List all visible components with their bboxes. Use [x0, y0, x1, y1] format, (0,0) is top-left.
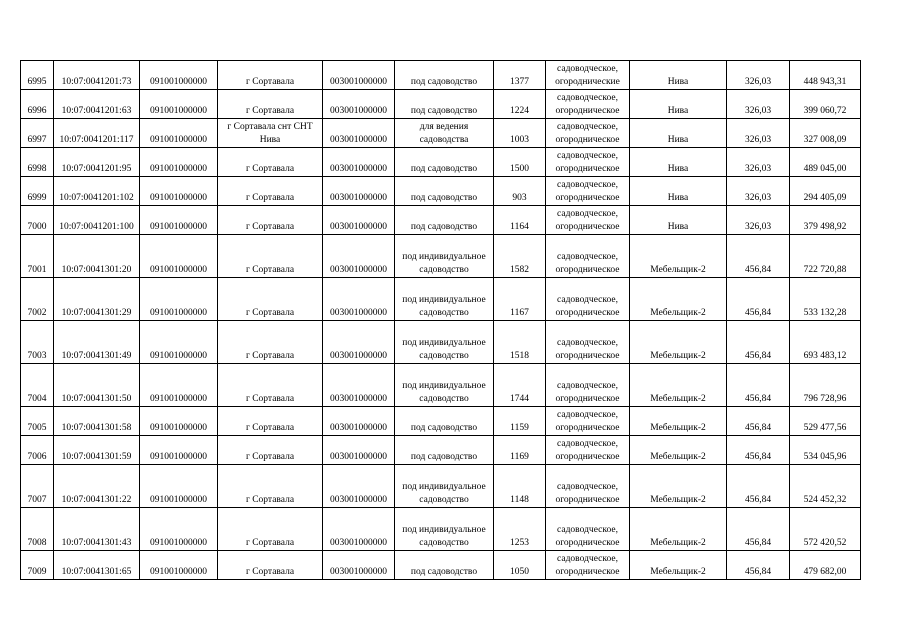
category-line: садоводческое,	[557, 554, 618, 564]
permitted-use-cell	[395, 235, 494, 278]
table-row	[21, 436, 861, 465]
address-cell	[218, 90, 323, 119]
partnership-name-cell: Мебельщик-2	[630, 278, 727, 321]
oktmo-cell: 091001000000	[140, 148, 218, 177]
category-line: огородническое	[555, 452, 620, 462]
address-cell	[218, 465, 323, 508]
cadastral-value-cell: 479 682,00	[790, 551, 861, 580]
cadastral-value-cell: 533 132,28	[790, 278, 861, 321]
category-cell	[546, 321, 630, 364]
table-row	[21, 90, 861, 119]
zone-code-cell: 003001000000	[323, 465, 395, 508]
permitted-use-line: садоводство	[419, 265, 469, 275]
permitted-use-line: под индивидуальное	[402, 295, 486, 305]
table-row	[21, 321, 861, 364]
permitted-use-line: под индивидуальное	[402, 381, 486, 391]
specific-value-cell: 456,84	[727, 551, 790, 580]
permitted-use-cell	[395, 148, 494, 177]
oktmo-cell: 091001000000	[140, 364, 218, 407]
permitted-use-line: для ведения	[419, 122, 469, 132]
address-line: г Сортавала	[245, 193, 295, 203]
zone-code-cell: 003001000000	[323, 508, 395, 551]
address-cell	[218, 436, 323, 465]
cadastral-number-cell: 10:07:0041201:73	[54, 61, 140, 90]
address-line: г Сортавала	[245, 351, 295, 361]
specific-value-cell: 456,84	[727, 465, 790, 508]
category-line: огородническое	[555, 265, 620, 275]
cadastral-number-cell: 10:07:0041301:58	[54, 407, 140, 436]
permitted-use-line: садоводство	[419, 495, 469, 505]
category-cell	[546, 206, 630, 235]
category-line: огородническое	[555, 222, 620, 232]
zone-code-cell: 003001000000	[323, 278, 395, 321]
cadastral-value-cell: 524 452,32	[790, 465, 861, 508]
zone-code-cell: 003001000000	[323, 321, 395, 364]
partnership-name-cell: Нива	[630, 90, 727, 119]
row-number-cell: 7001	[21, 235, 54, 278]
table-row	[21, 119, 861, 148]
address-cell	[218, 508, 323, 551]
category-cell	[546, 61, 630, 90]
category-line: садоводческое,	[557, 93, 618, 103]
area-cell: 1159	[494, 407, 546, 436]
row-number-cell: 7006	[21, 436, 54, 465]
row-number-cell: 6996	[21, 90, 54, 119]
permitted-use-cell	[395, 90, 494, 119]
cadastral-number-cell: 10:07:0041301:59	[54, 436, 140, 465]
specific-value-cell: 456,84	[727, 508, 790, 551]
zone-code-cell: 003001000000	[323, 177, 395, 206]
address-line: г Сортавала	[245, 164, 295, 174]
category-line: огородническое	[555, 106, 620, 116]
area-cell: 1582	[494, 235, 546, 278]
oktmo-cell: 091001000000	[140, 177, 218, 206]
cadastral-value-cell: 572 420,52	[790, 508, 861, 551]
partnership-name-cell: Нива	[630, 61, 727, 90]
category-cell	[546, 465, 630, 508]
category-cell	[546, 278, 630, 321]
oktmo-cell: 091001000000	[140, 465, 218, 508]
table-row	[21, 235, 861, 278]
table-row	[21, 364, 861, 407]
area-cell: 1167	[494, 278, 546, 321]
address-line: г Сортавала	[245, 394, 295, 404]
category-line: огородническое	[555, 495, 620, 505]
row-number-cell: 7002	[21, 278, 54, 321]
zone-code-cell: 003001000000	[323, 364, 395, 407]
category-cell	[546, 436, 630, 465]
permitted-use-line: под садоводство	[410, 193, 478, 203]
partnership-name-cell: Мебельщик-2	[630, 364, 727, 407]
category-line: садоводческое,	[557, 525, 618, 535]
cadastral-number-cell: 10:07:0041201:100	[54, 206, 140, 235]
address-line: г Сортавала	[245, 423, 295, 433]
zone-code-cell: 003001000000	[323, 61, 395, 90]
area-cell: 1164	[494, 206, 546, 235]
area-cell: 1003	[494, 119, 546, 148]
row-number-cell: 6998	[21, 148, 54, 177]
cadastral-number-cell: 10:07:0041301:50	[54, 364, 140, 407]
cadastral-value-cell: 722 720,88	[790, 235, 861, 278]
oktmo-cell: 091001000000	[140, 508, 218, 551]
table-row	[21, 508, 861, 551]
cadastral-number-cell: 10:07:0041201:95	[54, 148, 140, 177]
address-cell	[218, 177, 323, 206]
row-number-cell: 7009	[21, 551, 54, 580]
table-row	[21, 206, 861, 235]
permitted-use-cell	[395, 206, 494, 235]
area-cell: 1253	[494, 508, 546, 551]
cadastral-number-cell: 10:07:0041301:65	[54, 551, 140, 580]
cadastral-number-cell: 10:07:0041301:49	[54, 321, 140, 364]
partnership-name-cell: Нива	[630, 119, 727, 148]
cadastral-value-cell: 448 943,31	[790, 61, 861, 90]
permitted-use-line: садоводство	[419, 538, 469, 548]
permitted-use-cell	[395, 551, 494, 580]
permitted-use-cell	[395, 364, 494, 407]
permitted-use-line: под садоводство	[410, 77, 478, 87]
address-line: г Сортавала	[245, 452, 295, 462]
cadastral-number-cell: 10:07:0041201:102	[54, 177, 140, 206]
partnership-name-cell: Мебельщик-2	[630, 436, 727, 465]
partnership-name-cell: Мебельщик-2	[630, 465, 727, 508]
address-cell	[218, 61, 323, 90]
specific-value-cell: 456,84	[727, 436, 790, 465]
address-line: г Сортавала	[245, 222, 295, 232]
permitted-use-line: садоводство	[419, 308, 469, 318]
address-line: г Сортавала	[245, 106, 295, 116]
partnership-name-cell: Нива	[630, 148, 727, 177]
area-cell: 1500	[494, 148, 546, 177]
category-line: садоводческое,	[557, 252, 618, 262]
area-cell: 1744	[494, 364, 546, 407]
specific-value-cell: 456,84	[727, 407, 790, 436]
category-line: садоводческое,	[557, 180, 618, 190]
cadastral-value-cell: 796 728,96	[790, 364, 861, 407]
category-line: огородническое	[555, 135, 620, 145]
cadastral-value-cell: 529 477,56	[790, 407, 861, 436]
category-cell	[546, 235, 630, 278]
oktmo-cell: 091001000000	[140, 436, 218, 465]
zone-code-cell: 003001000000	[323, 407, 395, 436]
address-line: г Сортавала	[245, 308, 295, 318]
category-line: огородническое	[555, 193, 620, 203]
row-number-cell: 7005	[21, 407, 54, 436]
permitted-use-cell	[395, 407, 494, 436]
address-line: г Сортавала	[245, 77, 295, 87]
permitted-use-cell	[395, 278, 494, 321]
cadastral-value-cell: 693 483,12	[790, 321, 861, 364]
category-line: огороднические	[555, 77, 620, 87]
table-row	[21, 551, 861, 580]
partnership-name-cell: Мебельщик-2	[630, 321, 727, 364]
row-number-cell: 6999	[21, 177, 54, 206]
cadastral-number-cell: 10:07:0041301:29	[54, 278, 140, 321]
permitted-use-line: садоводство	[419, 351, 469, 361]
permitted-use-line: под индивидуальное	[402, 525, 486, 535]
table-row	[21, 278, 861, 321]
category-cell	[546, 119, 630, 148]
permitted-use-cell	[395, 177, 494, 206]
specific-value-cell: 326,03	[727, 119, 790, 148]
address-line: г Сортавала	[245, 265, 295, 275]
category-cell	[546, 508, 630, 551]
specific-value-cell: 456,84	[727, 278, 790, 321]
row-number-cell: 6997	[21, 119, 54, 148]
area-cell: 1377	[494, 61, 546, 90]
specific-value-cell: 326,03	[727, 177, 790, 206]
address-cell	[218, 148, 323, 177]
cadastral-value-cell: 327 008,09	[790, 119, 861, 148]
oktmo-cell: 091001000000	[140, 90, 218, 119]
cadastral-value-cell: 489 045,00	[790, 148, 861, 177]
area-cell: 1050	[494, 551, 546, 580]
address-cell	[218, 364, 323, 407]
specific-value-cell: 456,84	[727, 321, 790, 364]
oktmo-cell: 091001000000	[140, 321, 218, 364]
partnership-name-cell: Мебельщик-2	[630, 508, 727, 551]
address-cell	[218, 321, 323, 364]
category-line: огородническое	[555, 351, 620, 361]
permitted-use-line: под садоводство	[410, 164, 478, 174]
table-row	[21, 407, 861, 436]
address-cell	[218, 119, 323, 148]
row-number-cell: 7007	[21, 465, 54, 508]
category-line: садоводческое,	[557, 482, 618, 492]
specific-value-cell: 326,03	[727, 206, 790, 235]
address-cell	[218, 278, 323, 321]
permitted-use-line: садоводство	[419, 394, 469, 404]
category-cell	[546, 551, 630, 580]
table-body	[21, 61, 861, 580]
category-line: огородническое	[555, 308, 620, 318]
permitted-use-cell	[395, 119, 494, 148]
category-line: садоводческое,	[557, 439, 618, 449]
category-line: садоводческое,	[557, 381, 618, 391]
area-cell: 1518	[494, 321, 546, 364]
category-line: огородническое	[555, 567, 620, 577]
permitted-use-line: под садоводство	[410, 423, 478, 433]
category-cell	[546, 177, 630, 206]
table-row	[21, 148, 861, 177]
category-line: садоводческое,	[557, 122, 618, 132]
category-line: садоводческое,	[557, 338, 618, 348]
land-registry-table	[20, 60, 861, 580]
cadastral-value-cell: 399 060,72	[790, 90, 861, 119]
partnership-name-cell: Мебельщик-2	[630, 551, 727, 580]
zone-code-cell: 003001000000	[323, 148, 395, 177]
specific-value-cell: 326,03	[727, 148, 790, 177]
address-cell	[218, 206, 323, 235]
cadastral-number-cell: 10:07:0041301:20	[54, 235, 140, 278]
address-cell	[218, 407, 323, 436]
row-number-cell: 7000	[21, 206, 54, 235]
permitted-use-line: под садоводство	[410, 567, 478, 577]
address-line: г Сортавала	[245, 538, 295, 548]
category-line: садоводческое,	[557, 295, 618, 305]
permitted-use-cell	[395, 321, 494, 364]
permitted-use-line: под садоводство	[410, 222, 478, 232]
category-line: садоводческое,	[557, 410, 618, 420]
partnership-name-cell: Мебельщик-2	[630, 235, 727, 278]
area-cell: 1169	[494, 436, 546, 465]
partnership-name-cell: Нива	[630, 177, 727, 206]
cadastral-value-cell: 534 045,96	[790, 436, 861, 465]
table-row	[21, 61, 861, 90]
category-cell	[546, 148, 630, 177]
cadastral-number-cell: 10:07:0041301:22	[54, 465, 140, 508]
specific-value-cell: 326,03	[727, 90, 790, 119]
oktmo-cell: 091001000000	[140, 206, 218, 235]
oktmo-cell: 091001000000	[140, 61, 218, 90]
zone-code-cell: 003001000000	[323, 436, 395, 465]
zone-code-cell: 003001000000	[323, 551, 395, 580]
oktmo-cell: 091001000000	[140, 407, 218, 436]
address-line: Нива	[259, 135, 281, 145]
oktmo-cell: 091001000000	[140, 119, 218, 148]
address-line: г Сортавала	[245, 567, 295, 577]
category-line: огородническое	[555, 423, 620, 433]
cadastral-number-cell: 10:07:0041301:43	[54, 508, 140, 551]
oktmo-cell: 091001000000	[140, 278, 218, 321]
row-number-cell: 7008	[21, 508, 54, 551]
zone-code-cell: 003001000000	[323, 119, 395, 148]
permitted-use-line: под садоводство	[410, 106, 478, 116]
table-row	[21, 465, 861, 508]
category-line: огородническое	[555, 394, 620, 404]
category-line: огородническое	[555, 538, 620, 548]
category-line: садоводческое,	[557, 209, 618, 219]
specific-value-cell: 456,84	[727, 235, 790, 278]
category-line: садоводческое,	[557, 151, 618, 161]
permitted-use-cell	[395, 465, 494, 508]
zone-code-cell: 003001000000	[323, 235, 395, 278]
row-number-cell: 7003	[21, 321, 54, 364]
oktmo-cell: 091001000000	[140, 235, 218, 278]
permitted-use-line: под индивидуальное	[402, 482, 486, 492]
category-line: огородническое	[555, 164, 620, 174]
permitted-use-cell	[395, 508, 494, 551]
permitted-use-line: садоводства	[419, 135, 469, 145]
cadastral-value-cell: 379 498,92	[790, 206, 861, 235]
category-cell	[546, 407, 630, 436]
area-cell: 903	[494, 177, 546, 206]
permitted-use-line: под индивидуальное	[402, 252, 486, 262]
cadastral-number-cell: 10:07:0041201:63	[54, 90, 140, 119]
address-line: г Сортавала	[245, 495, 295, 505]
partnership-name-cell: Нива	[630, 206, 727, 235]
row-number-cell: 6995	[21, 61, 54, 90]
category-line: садоводческое,	[557, 64, 618, 74]
permitted-use-line: под индивидуальное	[402, 338, 486, 348]
specific-value-cell: 456,84	[727, 364, 790, 407]
zone-code-cell: 003001000000	[323, 206, 395, 235]
zone-code-cell: 003001000000	[323, 90, 395, 119]
category-cell	[546, 364, 630, 407]
cadastral-value-cell: 294 405,09	[790, 177, 861, 206]
partnership-name-cell: Мебельщик-2	[630, 407, 727, 436]
permitted-use-cell	[395, 436, 494, 465]
address-cell	[218, 551, 323, 580]
row-number-cell: 7004	[21, 364, 54, 407]
area-cell: 1148	[494, 465, 546, 508]
address-line: г Сортавала снт СНТ	[227, 122, 313, 132]
area-cell: 1224	[494, 90, 546, 119]
specific-value-cell: 326,03	[727, 61, 790, 90]
oktmo-cell: 091001000000	[140, 551, 218, 580]
permitted-use-cell	[395, 61, 494, 90]
cadastral-number-cell: 10:07:0041201:117	[54, 119, 140, 148]
table-row	[21, 177, 861, 206]
category-cell	[546, 90, 630, 119]
address-cell	[218, 235, 323, 278]
permitted-use-line: под садоводство	[410, 452, 478, 462]
